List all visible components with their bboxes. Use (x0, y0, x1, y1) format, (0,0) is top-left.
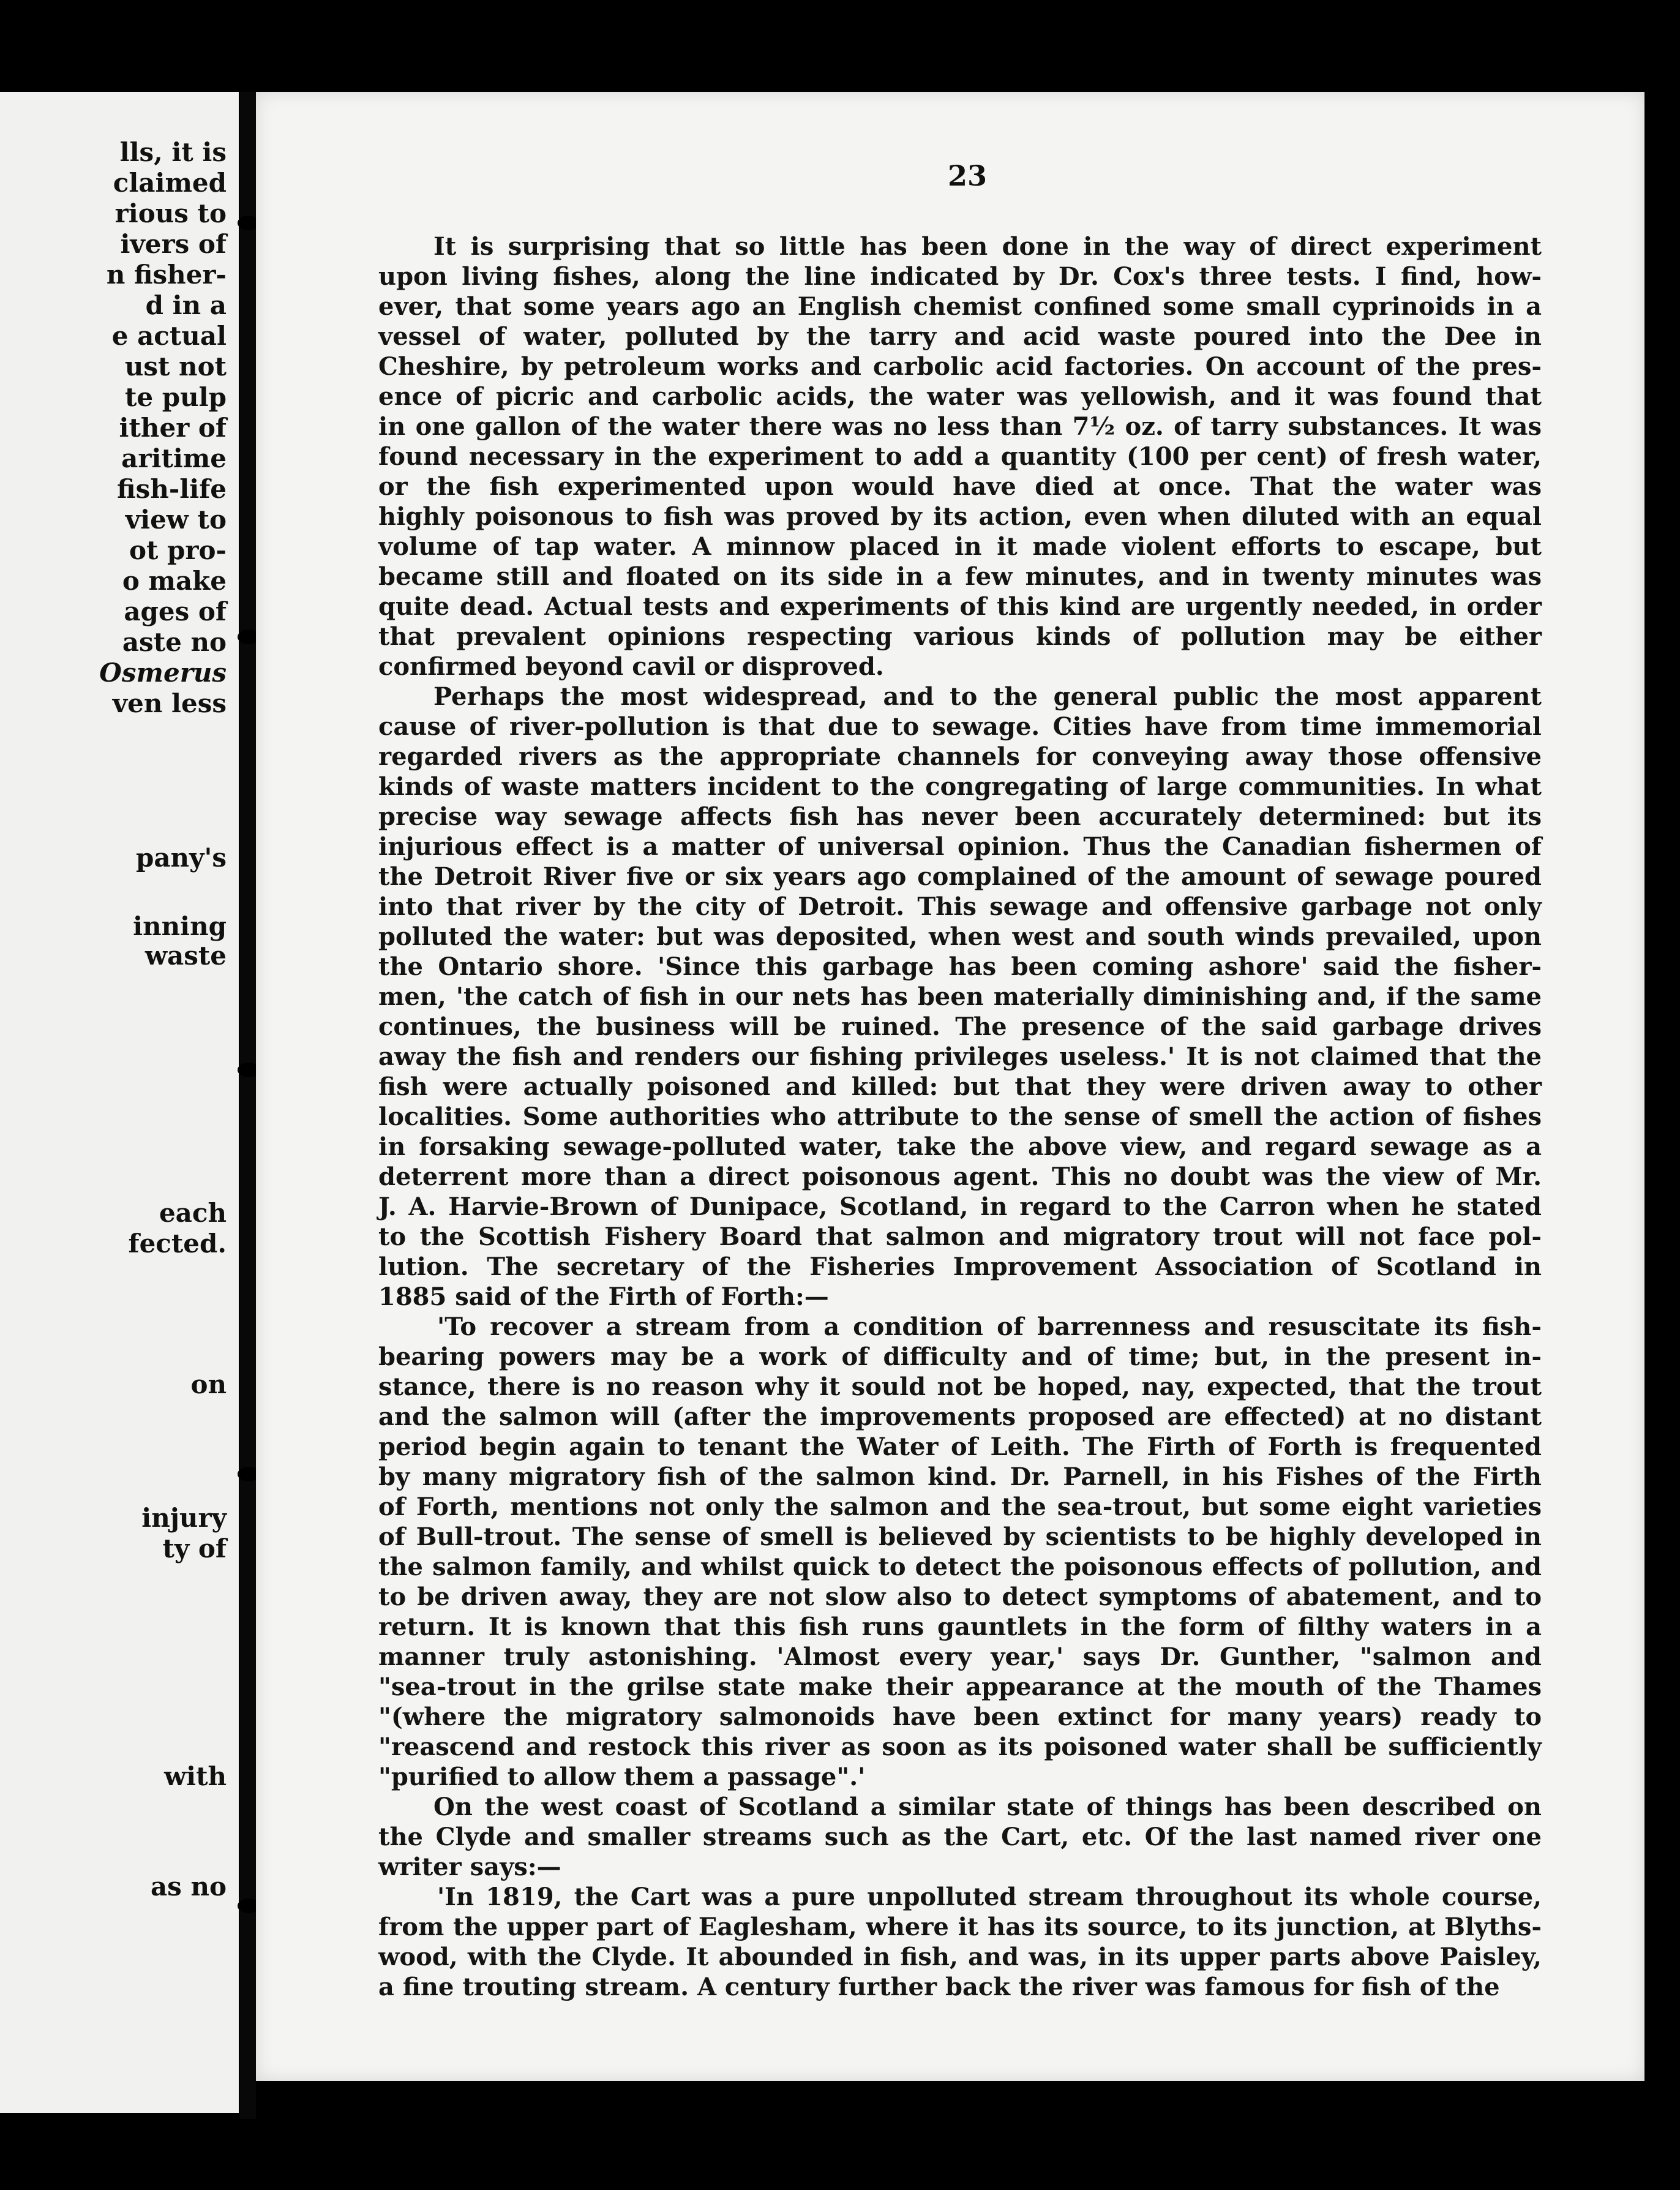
previous-page-line-fragment: lls, it is (119, 137, 227, 167)
text-line: ever, that some years ago an English chemist confined some small cyprinoids in a (378, 292, 1542, 321)
text-line: of Bull-trout. The sense of smell is believed by scientists to be highly developed in (378, 1522, 1542, 1551)
text-line: It is surprising that so little has been done in the way of direct experiment (433, 232, 1542, 261)
previous-page-line-fragment: on (190, 1369, 227, 1399)
text-line: and the salmon will (after the improvements proposed are effected) at no distant (378, 1402, 1542, 1431)
text-line: Perhaps the most widespread, and to the general public the most apparent (433, 682, 1542, 711)
previous-page-line-fragment: n fisher- (106, 260, 227, 290)
text-line: to be driven away, they are not slow also to detect symptoms of abatement, and to (378, 1582, 1542, 1611)
previous-page-line-fragment: claimed (113, 168, 227, 198)
body-paragraph (378, 1792, 1542, 1882)
body-paragraph (378, 682, 1542, 1312)
text-line: lution. The secretary of the Fisheries Improvement Association of Scotland in (378, 1252, 1542, 1281)
text-line: vessel of water, polluted by the tarry and acid waste poured into the Dee in (378, 322, 1542, 351)
page-number: 23 (948, 159, 988, 192)
previous-page-line-fragment: injury (141, 1503, 227, 1533)
previous-page-line-fragment: aritime (121, 443, 227, 473)
text-line: wood, with the Clyde. It abounded in fish, and was, in its upper parts above Paisley, (378, 1943, 1542, 1971)
text-line: 'To recover a stream from a condition of barrenness and resuscitate its fish- (437, 1312, 1542, 1341)
text-line: into that river by the city of Detroit. This sewage and offensive garbage not only (378, 892, 1542, 921)
text-line: 'In 1819, the Cart was a pure unpolluted stream throughout its whole course, (437, 1883, 1542, 1911)
text-line: a fine trouting stream. A century further back the river was famous for fish of the (378, 1973, 1500, 2001)
previous-page-line-fragment: te pulp (125, 382, 227, 412)
text-line: writer says:— (378, 1853, 561, 1881)
text-line: period begin again to tenant the Water of Leith. The Firth of Forth is frequented (378, 1432, 1542, 1461)
text-line: 1885 said of the Firth of Forth:— (378, 1282, 829, 1311)
text-line: that prevalent opinions respecting various kinds of pollution may be either (378, 622, 1542, 651)
text-line: volume of tap water. A minnow placed in it made violent efforts to escape, but (378, 532, 1542, 561)
previous-page-line-fragment: ither of (119, 413, 227, 443)
text-line: "reascend and restock this river as soon as its poisoned water shall be sufficiently (378, 1733, 1542, 1761)
text-line: fish were actually poisoned and killed: but that they were driven away to other (378, 1072, 1542, 1101)
text-line: became still and floated on its side in a few minutes, and in twenty minutes was (378, 562, 1542, 591)
text-line: manner truly astonishing. 'Almost every year,' says Dr. Gunther, "salmon and (378, 1642, 1542, 1671)
previous-page-line-fragment: each (159, 1198, 227, 1228)
previous-page-line-fragment: o make (122, 566, 227, 596)
previous-page-line-fragment: Osmerus (99, 658, 227, 688)
text-line: injurious effect is a matter of universal opinion. Thus the Canadian fishermen of (378, 832, 1542, 861)
text-line: away the fish and renders our fishing privileges useless.' It is not claimed that the (378, 1042, 1542, 1071)
text-line: ence of picric and carbolic acids, the water was yellowish, and it was found that (378, 382, 1542, 411)
text-line: found necessary in the experiment to add a quantity (100 per cent) of fresh water, (378, 442, 1542, 471)
previous-page-line-fragment: aste no (122, 627, 227, 657)
text-line: localities. Some authorities who attribute to the sense of smell the action of fishes (378, 1102, 1542, 1131)
previous-page-text-fragments (0, 92, 239, 2113)
text-line: "(where the migratory salmonoids have been extinct for many years) ready to (378, 1703, 1542, 1731)
document-page (256, 92, 1644, 2081)
body-paragraph (378, 231, 1542, 682)
text-line: Cheshire, by petroleum works and carbolic acid factories. On account of the pres- (378, 352, 1542, 381)
page-body-text (378, 231, 1542, 2002)
quoted-paragraph (378, 1882, 1542, 2002)
previous-page-line-fragment: fish-life (117, 474, 227, 504)
text-line: the Ontario shore. 'Since this garbage has been coming ashore' said the fisher- (378, 952, 1542, 981)
previous-page-line-fragment: view to (125, 505, 227, 535)
text-line: J. A. Harvie-Brown of Dunipace, Scotland, in regard to the Carron when he stated (378, 1192, 1542, 1221)
text-line: stance, there is no reason why it sould not be hoped, nay, expected, that the trout (378, 1372, 1542, 1401)
quoted-paragraph (378, 1312, 1542, 1792)
text-line: by many migratory fish of the salmon kind. Dr. Parnell, in his Fishes of the Firth (378, 1462, 1542, 1491)
text-line: the Detroit River five or six years ago complained of the amount of sewage poured (378, 862, 1542, 891)
text-line: "purified to allow them a passage".' (378, 1763, 866, 1791)
text-line: the Clyde and smaller streams such as the Cart, etc. Of the last named river one (378, 1823, 1542, 1851)
previous-page-line-fragment: fected. (128, 1229, 227, 1259)
previous-page-line-fragment: e actual (111, 321, 227, 351)
previous-page-line-fragment: ages of (124, 596, 227, 627)
text-line: precise way sewage affects fish has never been accurately determined: but its (378, 802, 1542, 831)
previous-page-line-fragment: d in a (145, 290, 227, 320)
text-line: of Forth, mentions not only the salmon and the sea-trout, but some eight varieties (378, 1492, 1542, 1521)
text-line: quite dead. Actual tests and experiments of this kind are urgently needed, in order (378, 592, 1542, 621)
text-line: regarded rivers as the appropriate channels for conveying away those offensive (378, 742, 1542, 771)
previous-page-line-fragment: ot pro- (129, 535, 227, 565)
previous-page-line-fragment: ivers of (120, 229, 227, 259)
text-line: deterrent more than a direct poisonous agent. This no doubt was the view of Mr. (378, 1162, 1542, 1191)
text-line: in forsaking sewage-polluted water, take the above view, and regard sewage as a (378, 1132, 1542, 1161)
text-line: bearing powers may be a work of difficulty and of time; but, in the present in- (378, 1342, 1542, 1371)
previous-page-line-fragment: ty of (162, 1533, 227, 1563)
text-line: continues, the business will be ruined. The presence of the said garbage drives (378, 1012, 1542, 1041)
text-line: confirmed beyond cavil or disproved. (378, 652, 884, 681)
previous-page-line-fragment: as no (150, 1872, 227, 1902)
text-line: cause of river-pollution is that due to sewage. Cities have from time immemorial (378, 712, 1542, 741)
text-line: return. It is known that this fish runs gauntlets in the form of filthy waters in a (378, 1612, 1542, 1641)
previous-page-edge (0, 92, 239, 2113)
book-binding (240, 92, 256, 2119)
text-line: kinds of waste matters incident to the congregating of large communities. In what (378, 772, 1542, 801)
text-line: from the upper part of Eaglesham, where it has its source, to its junction, at Blyths- (378, 1913, 1542, 1941)
previous-page-line-fragment: waste (144, 941, 227, 971)
text-line: upon living fishes, along the line indicated by Dr. Cox's three tests. I find, how- (378, 262, 1542, 291)
text-line: the salmon family, and whilst quick to detect the poisonous effects of pollution, and (378, 1552, 1542, 1581)
text-line: or the fish experimented upon would have died at once. That the water was (378, 472, 1542, 501)
text-line: men, 'the catch of fish in our nets has been materially diminishing and, if the same (378, 982, 1542, 1011)
text-line: On the west coast of Scotland a similar state of things has been described on (433, 1793, 1542, 1821)
previous-page-line-fragment: with (163, 1761, 227, 1791)
text-line: in one gallon of the water there was no less than 7½ oz. of tarry substances. It was (378, 412, 1542, 441)
text-line: highly poisonous to fish was proved by its action, even when diluted with an equal (378, 502, 1542, 531)
previous-page-line-fragment: ven less (112, 688, 227, 718)
text-line: "sea-trout in the grilse state make their appearance at the mouth of the Thames (378, 1673, 1542, 1701)
previous-page-line-fragment: inning (133, 911, 227, 941)
previous-page-line-fragment: pany's (135, 843, 227, 873)
text-line: polluted the water: but was deposited, when west and south winds prevailed, upon (378, 922, 1542, 951)
previous-page-line-fragment: ust not (124, 352, 227, 382)
previous-page-line-fragment: rious to (114, 198, 227, 228)
text-line: to the Scottish Fishery Board that salmon and migratory trout will not face pol- (378, 1222, 1542, 1251)
